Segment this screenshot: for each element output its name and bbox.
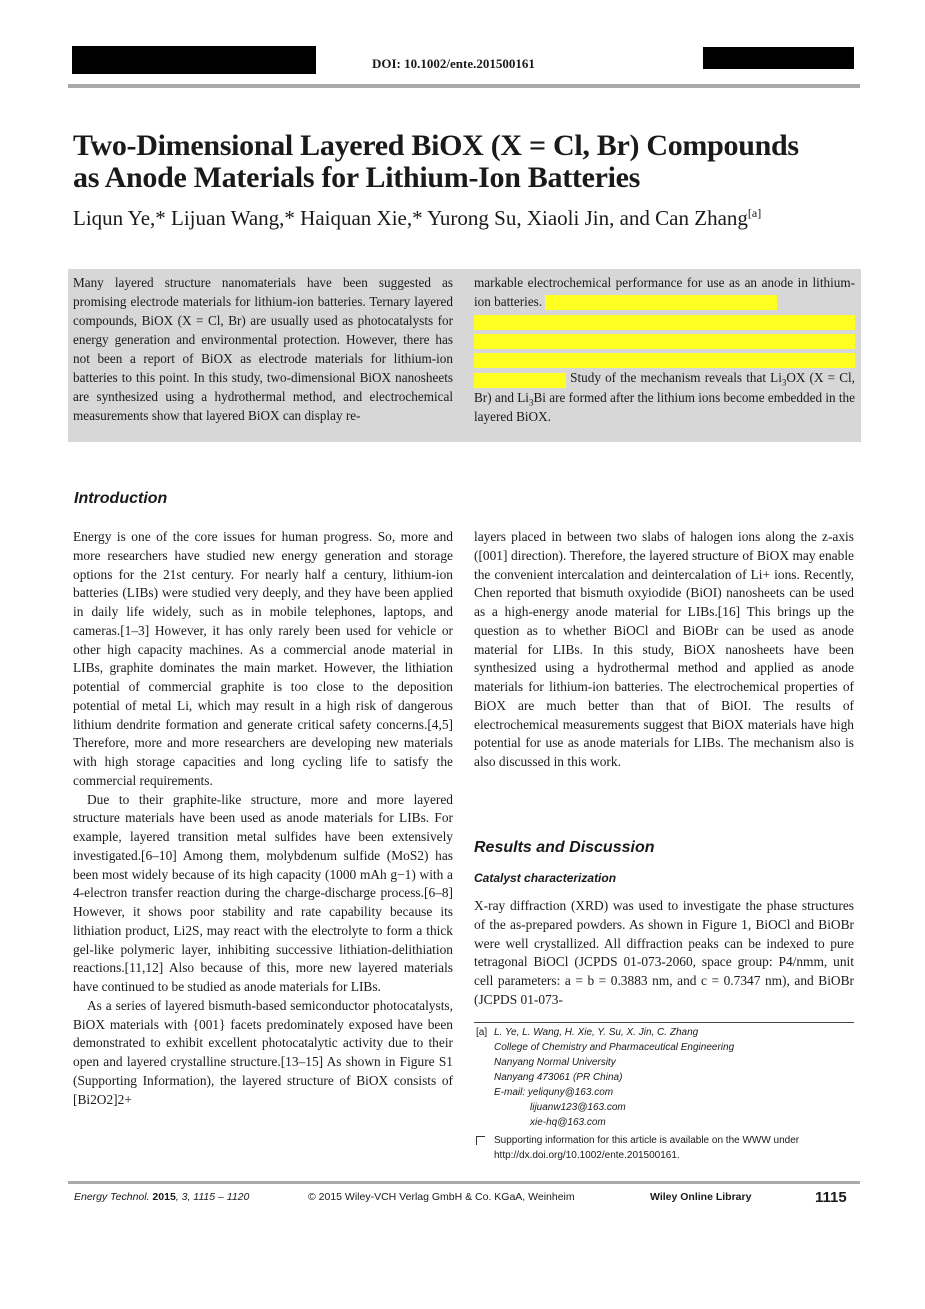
affiliation-email[interactable]: E-mail: yeliquny@163.com [494, 1087, 614, 1098]
abstract-box [68, 269, 861, 442]
results-column [474, 897, 854, 1010]
affiliation-rule [474, 1022, 854, 1023]
redaction-highlight [545, 295, 777, 310]
intro-paragraph: layers placed in between two slabs of halogen ions along the z-axis ([001] direction). Therefore, the layered structure of BiOX may enable the convenient intercalation and deintercalation of Li+ ions. Recently, Chen reported that bismuth oxyiodide (BiOI) nanosheets can be used as a high-energy anode material for LIBs.[16] This brings up the question as to whether BiOCl and BiOBr can be used as anode material for LIBs. In this study, BiOX nanosheets have been synthesized using a hydrothermal method and applied as anode materials for lithium-ion batteries. The electrochemical properties of BiOX are much better than that of BiOI. The results of electrochemical measurements suggest that BiOX materials have high potential for use as anode materials for LIBs. The mechanism also is also discussed in this work. [474, 529, 854, 769]
footer-rule [68, 1181, 860, 1184]
intro-left-column [73, 528, 453, 1109]
redaction-highlight [474, 353, 855, 368]
abstract-left-text: Many layered structure nanomaterials have been suggested as promising electrode materials for lithium-ion batteries. Ternary layered compounds, BiOX (X = Cl, Br) are usually used as photocatalysts for energy generation and environmental protection. However, there has not been a report of BiOX as electrode materials for lithium-ion batteries to this point. In this study, two-dimensional BiOX nanosheets are synthesized using a hydrothermal method, and electrochemical measurements show that layered BiOX can display re- [73, 275, 453, 423]
intro-paragraph: Energy is one of the core issues for human progress. So, more and more researchers have studied new energy generation and storage options for the 21st century. For nearly half a century, lithium-ion batteries (LIBs) were studied very deeply, and they have been applied in daily life widely, such as in mobile telephones, laptops, and cameras.[1–3] However, it has only rarely been used for vehicle or other high capacity machines. As a commercial anode material in LIBs, graphite dominates the main market. However, the lithiation potential of commercial graphite is too close to the deposition potential of metal Li, which may result in a high risk of dangerous lithium dendrite formation and generate critical safety concerns.[4,5] Therefore, more and more researchers are developing new materials with high storage capacities and long cycling life to satisfy the commercial requirements. [73, 529, 453, 788]
intro-paragraph: Due to their graphite-like structure, more and more layered structure materials have been used as anode materials for LIBs. For example, layered transition metal sulfides have been extensively investigated.[6–10] Among them, molybdenum sulfide (MoS2) has been most widely because of its high capacity (1000 mAh g−1) with a 4-electron transfer reaction during the charge-discharge process.[6–8] However, it shows poor stability and rate capability because its lithiation product, Li2S, may react with the electrolyte to form a thick gel-like polymeric layer, inhibiting successive lithiation-delithiation reactions.[11,12] Also because of this, more new layered materials have continued to be studied as anode materials for LIBs. [73, 791, 453, 994]
abstract-right-end: Study of the mechanism reveals that $Li_3OX$ (X = Cl, Br) and $Li_3Bi$ are formed after the lithium ions become embedded in the layered BiOX. [474, 370, 856, 425]
supporting-info-line: Supporting information for this article is available on the WWW under [494, 1135, 800, 1146]
introduction-heading: Introduction [74, 490, 168, 507]
author-list [73, 206, 761, 231]
redaction-highlight [474, 334, 855, 349]
affiliation-names: L. Ye, L. Wang, H. Xie, Y. Su, X. Jin, C. Zhang [494, 1027, 699, 1038]
abstract-right-start: markable electrochemical performance for use as an anode in lithium-ion batteries. [474, 275, 855, 309]
supporting-info-link[interactable]: http://dx.doi.org/10.1002/ente.201500161. [494, 1150, 680, 1161]
affiliation-city: Nanyang 473061 (PR China) [494, 1072, 623, 1083]
catalyst-subheading: Catalyst characterization [474, 871, 617, 885]
intro-paragraph: As a series of layered bismuth-based semiconductor photocatalysts, BiOX materials with {001} facets predominately exposed have been demonstrated to exhibit excellent photocatalytic activity due to their open and layered crystalline structure.[13–15] As shown in Figure S1 (Supporting Information), the layered structure of BiOX consists of [Bi2O2]2+ [73, 997, 453, 1107]
title-line-2: as Anode Materials for Lithium-Ion Batteries [73, 161, 641, 194]
article-title [73, 130, 863, 194]
redacted-header-right [703, 47, 854, 69]
redacted-header-left [72, 46, 316, 74]
wiley-online-library-logo[interactable]: Wiley Online Library [650, 1191, 752, 1203]
affiliation-block [476, 1025, 734, 1130]
redaction-highlight [474, 373, 566, 388]
page-number: 1115 [815, 1189, 847, 1206]
supporting-info-icon [476, 1136, 485, 1145]
redaction-highlight [474, 315, 855, 330]
affiliation-university: Nanyang Normal University [494, 1057, 616, 1068]
authors-text: Liqun Ye,* Lijuan Wang,* Haiquan Xie,* Yurong Su, Xiaoli Jin, and Can Zhang [73, 206, 748, 230]
header-rule [68, 84, 860, 88]
supporting-info-note [476, 1133, 856, 1163]
footer-copyright: © 2015 Wiley-VCH Verlag GmbH & Co. KGaA, Weinheim [308, 1191, 575, 1203]
affiliation-college: College of Chemistry and Pharmaceutical Engineering [494, 1042, 735, 1053]
affiliation-email[interactable]: lijuanw123@163.com [530, 1102, 626, 1113]
abstract-left-column [73, 273, 453, 425]
intro-right-column [474, 528, 854, 772]
title-line-1: Two-Dimensional Layered BiOX (X = Cl, Br) Compounds [73, 129, 799, 162]
affiliation-marker: [a] [476, 1027, 488, 1038]
doi-label: DOI: 10.1002/ente.201500161 [372, 56, 535, 71]
affiliation-email[interactable]: xie-hq@163.com [530, 1117, 606, 1128]
footer-citation: Energy Technol. 2015, 3, 1115 – 1120 [74, 1191, 250, 1203]
affiliation-mark: [a] [747, 206, 762, 220]
results-heading: Results and Discussion [474, 839, 655, 856]
results-paragraph: X-ray diffraction (XRD) was used to investigate the phase structures of the as-prepared powders. As shown in Figure 1, BiOCl and BiOBr were well crystallized. All diffraction peaks can be indexed to pure tetragonal BiOCl (JCPDS 01-073-2060, space group: P4/nmm, unit cell parameters: a = b = 0.3883 nm, and c = 0.7347 nm), and BiOBr (JCPDS 01-073- [474, 898, 854, 1007]
abstract-right-column [474, 273, 855, 426]
